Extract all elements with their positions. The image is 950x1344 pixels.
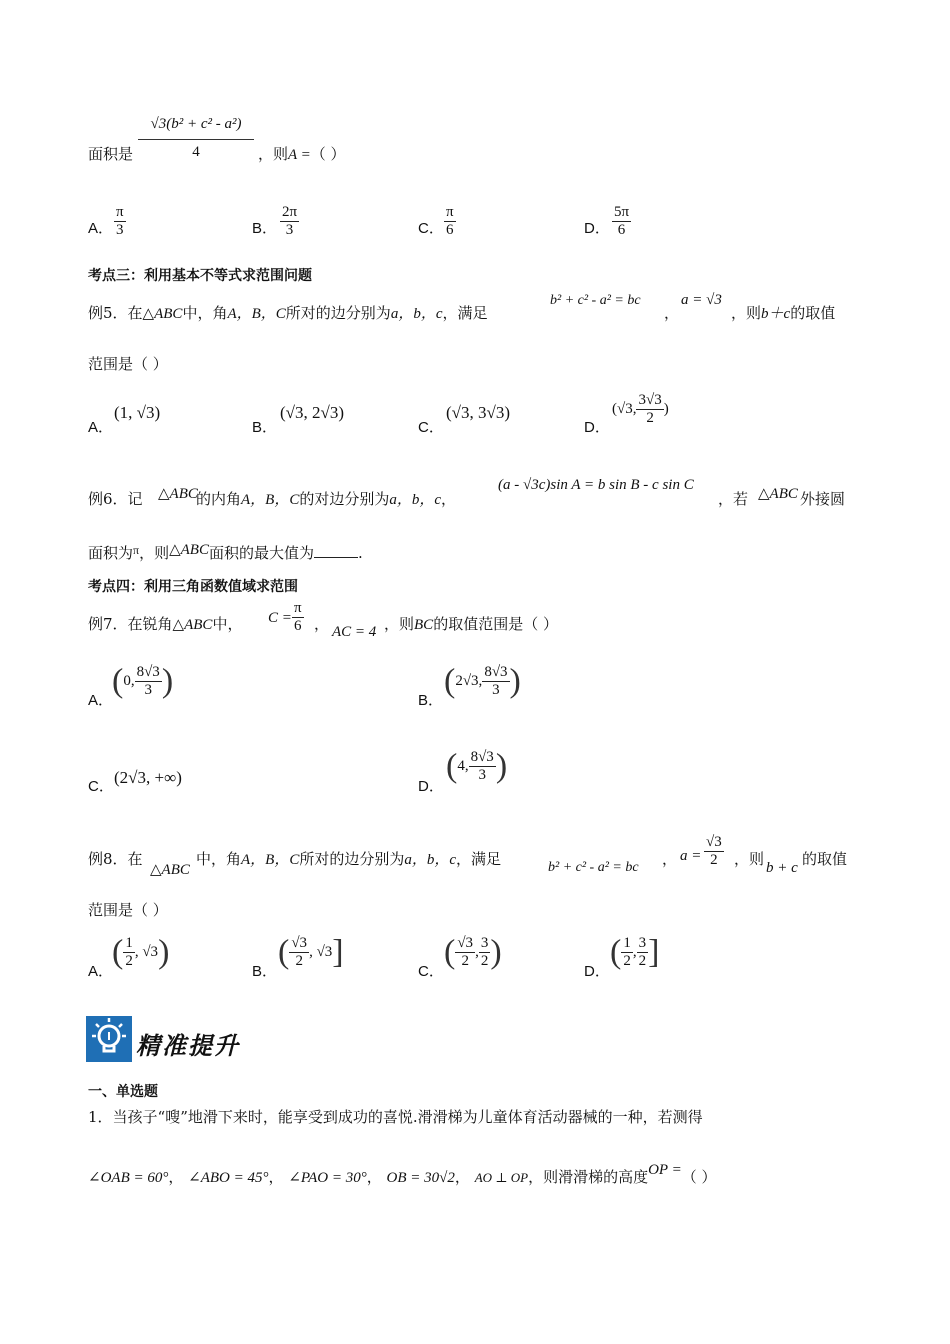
ex5-tail-text: ，则 [731, 304, 762, 322]
ex6-tail: 外接圆 [800, 490, 846, 508]
ex8-mid: 中，角 [196, 850, 242, 868]
ex8-expr: b + c [766, 860, 798, 876]
ex6-prefix: 例6．记 [88, 490, 143, 508]
question-1-line1: 1．当孩子“嗖”地滑下来时，能享受到成功的喜悦.滑滑梯为儿童体育活动器械的一种，若测得 [88, 1108, 703, 1126]
frac-den: 2 [461, 953, 469, 969]
question-1-line2 [88, 1160, 716, 1188]
frac-num: 8√3 [136, 664, 160, 680]
prev-tail-text: ，则 [258, 145, 289, 163]
ex8-option-D [610, 935, 659, 970]
prev-option-C-label: C． [418, 220, 444, 237]
sep: ， [268, 1168, 284, 1186]
ex5-sides: a，b，c [390, 306, 443, 322]
opt-frac-1 [621, 935, 633, 970]
opt-post: , √3 [309, 944, 333, 960]
ex6-line2 [88, 540, 363, 563]
ex8-mid2: 所对的边分别为 [299, 850, 405, 868]
banner-title: 精准提升 [136, 1032, 240, 1060]
ex5-expr: b＋c [761, 306, 791, 322]
answer-paren: （ ） [310, 145, 346, 163]
left-paren: ( [112, 662, 124, 700]
frac-num: 1 [125, 935, 133, 951]
ex5-a-value: a = √3 [681, 292, 722, 308]
prev-option-B-label: B． [252, 220, 278, 237]
q1-op: OP = [648, 1162, 682, 1178]
right-paren: ) [495, 747, 508, 785]
ex6-abc3: △ABC [169, 542, 209, 558]
ex8-option-C [444, 935, 502, 970]
ex6-comma: ， [441, 490, 457, 508]
ex5-option-A-label: A． [88, 419, 114, 436]
prev-option-D-label: D． [584, 220, 610, 237]
area-denominator: 4 [192, 144, 200, 160]
ex5-option-B: (√3, 2√3) [280, 403, 344, 422]
example-8-line1 [88, 849, 143, 869]
q1-cond-pao: ∠PAO = 30° [288, 1170, 367, 1186]
opt-frac [469, 749, 496, 784]
q1-cond-abo: ∠ABO = 45° [188, 1170, 269, 1186]
ex7-abc: ABC [184, 617, 213, 633]
ex5-mid2: 所对的边分别为 [285, 304, 391, 322]
prev-option-A [114, 204, 126, 239]
ex5-option-D [612, 392, 669, 427]
ex6-mid: 的内角 [196, 490, 242, 508]
frac-num: π [116, 204, 124, 220]
frac-den: 3 [285, 222, 294, 238]
answer-blank[interactable] [314, 543, 358, 558]
frac-num: 3√3 [638, 392, 662, 408]
frac-den: 2 [480, 953, 489, 969]
ex8-condition: b² + c² - a² = bc [548, 860, 639, 875]
opt-frac [482, 664, 509, 699]
opt-frac [289, 935, 309, 970]
ex6-line2b: ，则 [139, 544, 170, 562]
frac-num: 8√3 [470, 749, 494, 765]
right-paren: ) [158, 933, 170, 971]
ex8-tail2: 的取值 [802, 850, 848, 868]
prev-question-tail [258, 144, 346, 165]
left-paren: ( [278, 933, 290, 971]
ex8-comma: ， [662, 850, 678, 868]
frac-den: 2 [295, 953, 303, 969]
section-3-title: 考点三：利用基本不等式求范围问题 [88, 268, 312, 284]
ex7-option-D [446, 749, 507, 784]
frac-den: 2 [710, 852, 718, 868]
ex5-condition: b² + c² - a² = bc [550, 293, 641, 308]
ex6-abc2: △ABC [758, 486, 798, 502]
prev-option-B [280, 204, 299, 239]
ex5-option-C: (√3, 3√3) [446, 403, 510, 422]
frac-num: 2π [282, 204, 298, 220]
ex7-tail [384, 614, 558, 635]
ex8-option-B [278, 935, 344, 970]
frac-num: π [446, 204, 454, 220]
ex8-option-D-label: D． [584, 963, 610, 980]
frac-num: 1 [623, 935, 631, 951]
ex7-bc: BC [414, 617, 434, 633]
area-fraction [138, 116, 254, 161]
ex8-option-C-label: C． [418, 963, 444, 980]
ex5-option-D-label: D． [584, 419, 610, 436]
sep: ， [168, 1168, 184, 1186]
opt-frac [636, 392, 663, 427]
left-paren: ( [610, 933, 622, 971]
ex8-tail: ，则 [734, 850, 765, 868]
ex7-option-A-label: A． [88, 692, 114, 709]
ex7-option-A [112, 664, 173, 699]
frac-den: 3 [144, 682, 152, 698]
ex7-tail2: 的取值范围是（ ） [433, 615, 558, 633]
ex5-mid3: ，满足 [442, 304, 488, 322]
ex6-abc: △ABC [158, 486, 198, 502]
example-7-line1 [88, 614, 242, 635]
opt-pre: 2√3, [455, 673, 483, 689]
ex7-c-frac [292, 600, 304, 635]
ex6-condition: (a - √3c)sin A = b sin B - c sin C [498, 477, 694, 493]
ex8-option-A [112, 935, 169, 970]
frac-den: 2 [125, 953, 133, 969]
opt-frac-1 [455, 935, 475, 970]
q1-tail: ，则滑滑梯的高度 [528, 1168, 649, 1186]
right-paren: ) [490, 933, 502, 971]
lightbulb-icon [86, 1016, 132, 1062]
prev-option-A-label: A． [88, 220, 114, 237]
area-numerator: √3(b² + c² - a²) [138, 116, 254, 140]
ex7-tail-text: ，则 [384, 615, 415, 633]
ex5-option-A: (1, √3) [114, 403, 161, 422]
opt-comma: , [475, 944, 479, 960]
ex6-end: . [357, 544, 363, 562]
frac-den: 2 [623, 953, 631, 969]
frac-den: 2 [646, 410, 654, 426]
opt-comma: , [632, 944, 637, 960]
frac-den: 3 [492, 682, 500, 698]
ex5-prefix: 例5．在△ [88, 304, 155, 322]
frac-den: 3 [478, 767, 486, 783]
opt-post: ) [663, 401, 669, 417]
ex6-line2a: 面积为 [88, 544, 134, 562]
ex5-line2: 范围是（ ） [88, 355, 168, 373]
sep: ， [454, 1168, 470, 1186]
ex7-prefix: 例7．在锐角△ [88, 615, 185, 633]
prev-question-label: 面积是 [88, 145, 134, 163]
A-equals: A = [288, 147, 311, 163]
ex5-option-B-label: B． [252, 419, 278, 436]
q1-paren: （ ） [681, 1168, 717, 1186]
opt-frac-2 [479, 935, 491, 970]
ex7-option-B-label: B． [418, 692, 444, 709]
opt-pre: 4, [457, 758, 469, 774]
ex8-option-B-label: B． [252, 963, 278, 980]
ex8-angles: A，B，C [241, 852, 300, 868]
frac-den: 2 [638, 953, 647, 969]
ex6-pi: π [133, 543, 140, 557]
q1-cond-ob: OB = 30√2 [386, 1170, 455, 1186]
ex7-ac: AC = 4 [332, 624, 377, 640]
left-paren: ( [444, 933, 456, 971]
ex6-angles: A，B，C [241, 492, 300, 508]
frac-num: √3 [706, 834, 722, 850]
ex8-a-eq: a = [680, 848, 702, 864]
ex8-abc: △ABC [150, 862, 190, 878]
left-paren: ( [444, 662, 456, 700]
frac-den: 3 [116, 222, 124, 238]
ex8-a-frac [704, 834, 724, 869]
right-paren: ) [161, 662, 174, 700]
ex5-tail [731, 303, 835, 324]
ex7-option-C: (2√3, +∞) [114, 768, 182, 787]
right-bracket: ] [332, 933, 344, 971]
ex7-mid: 中， [212, 615, 243, 633]
ex6-mid3: ，若 [718, 490, 749, 508]
ex6-line2c: 面积的最大值为 [208, 544, 314, 562]
ex8-prefix: 例8．在 [88, 850, 143, 868]
frac-num: √3 [291, 935, 308, 951]
left-paren: ( [446, 747, 458, 785]
frac-num: 3 [638, 935, 647, 951]
ex8-option-A-label: A． [88, 963, 114, 980]
ex5-option-C-label: C． [418, 419, 444, 436]
ex8-mid3: ，满足 [456, 850, 502, 868]
left-paren: ( [112, 933, 124, 971]
frac-num: π [294, 600, 302, 616]
opt-frac [123, 935, 135, 970]
opt-frac-2 [637, 935, 649, 970]
opt-post: , √3 [134, 944, 159, 960]
ex5-abc: ABC [154, 306, 183, 322]
opt-pre: (√3, [612, 401, 637, 417]
q1-cond-oab: ∠OAB = 60° [88, 1170, 169, 1186]
ex5-tail2: 的取值 [790, 304, 836, 322]
right-bracket: ] [648, 933, 660, 971]
opt-pre: 0, [123, 673, 135, 689]
frac-num: √3 [457, 935, 474, 951]
sep: ， [366, 1168, 382, 1186]
ex5-mid: 中，角 [182, 304, 228, 322]
frac-num: 8√3 [484, 664, 508, 680]
ex5-comma: ， [664, 304, 680, 322]
lightbulb-icon-svg [86, 1016, 132, 1062]
ex8-sides: a，b，c [404, 852, 457, 868]
single-choice-heading: 一、单选题 [88, 1084, 158, 1100]
ex7-comma: ， [314, 615, 330, 633]
opt-frac [135, 664, 162, 699]
frac-den: 6 [446, 222, 454, 238]
ex7-option-B [444, 664, 521, 699]
prev-option-C [444, 204, 456, 239]
ex7-option-D-label: D． [418, 778, 444, 795]
ex6-mid-block [196, 489, 456, 510]
frac-num: 5π [614, 204, 630, 220]
frac-den: 6 [617, 222, 626, 238]
q1-cond-perp: AO ⊥ OP [474, 1170, 529, 1185]
ex8-line2: 范围是（ ） [88, 901, 168, 919]
ex6-mid2: 的对边分别为 [299, 490, 390, 508]
ex8-mid-block [196, 849, 501, 870]
frac-num: 3 [480, 935, 489, 951]
section-4-title: 考点四：利用三角函数值域求范围 [88, 579, 298, 595]
ex7-c-eq: C = [268, 610, 292, 626]
example-5-line1 [88, 303, 488, 324]
right-paren: ) [509, 662, 521, 700]
frac-den: 6 [294, 618, 302, 634]
ex7-option-C-label: C． [88, 778, 114, 795]
ex6-sides: a，b，c [389, 492, 442, 508]
ex5-angles: A，B，C [227, 306, 286, 322]
example-6-line1 [88, 489, 143, 509]
prev-option-D [612, 204, 631, 239]
